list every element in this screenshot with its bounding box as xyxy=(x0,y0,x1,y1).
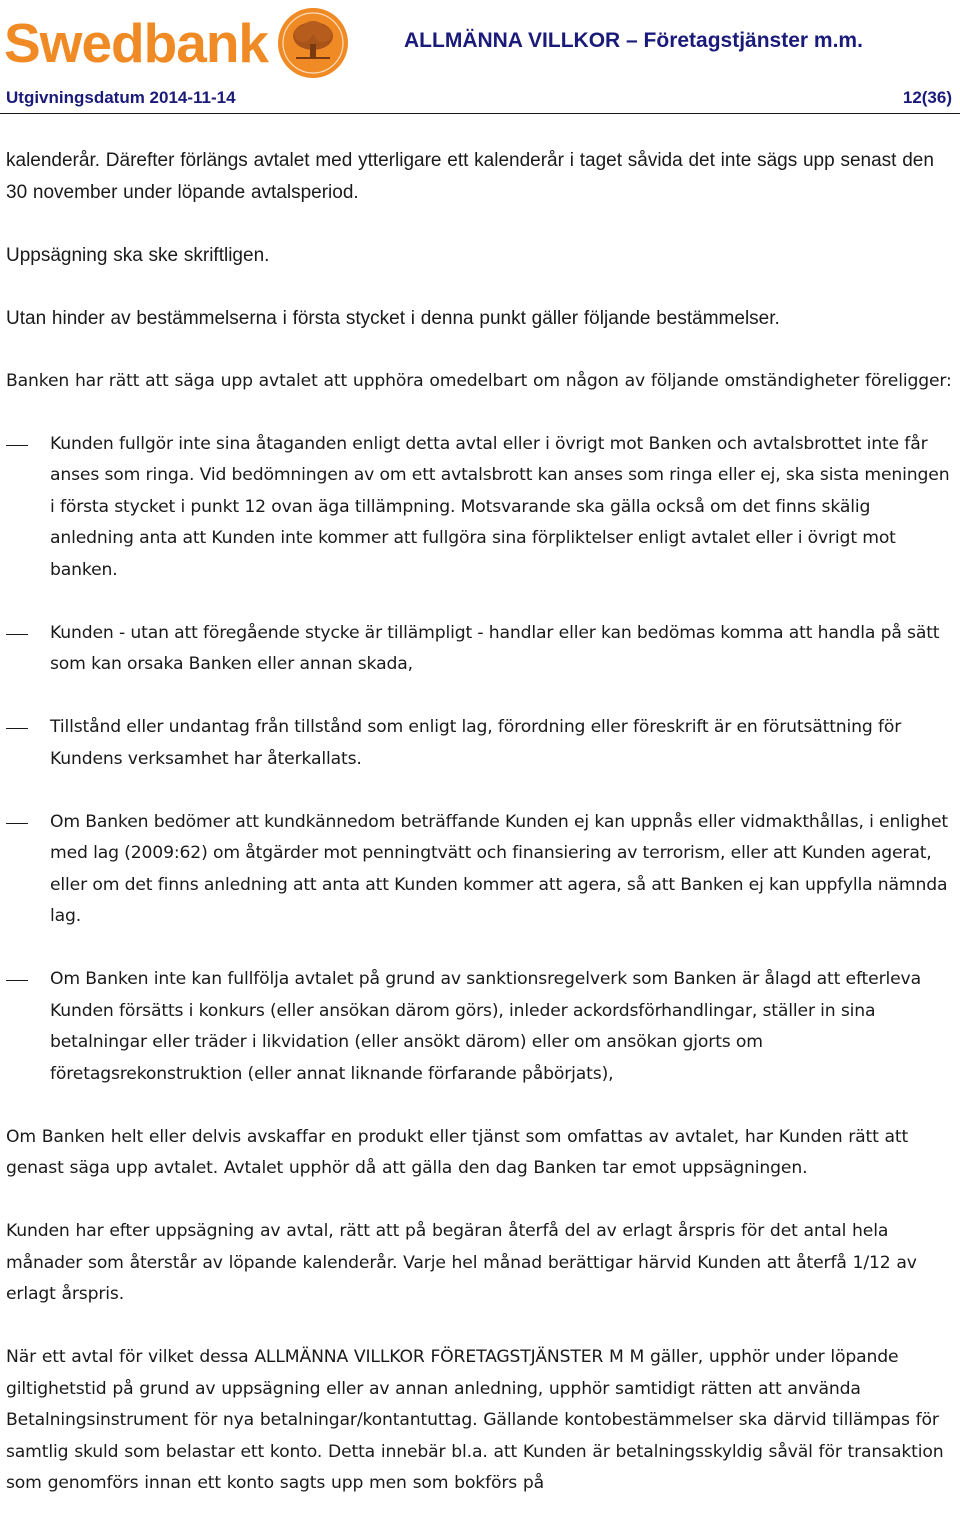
list-item-text: Kunden fullgör inte sina åtaganden enligt detta avtal eller i övrigt mot Banken och avtalsbrottet inte får anses som ringa. Vid bedömningen av om ett avtalsbrott kan anses som ringa eller ej, ska sista meningen i första stycket i punkt 12 ovan äga tillämpning. Motsvarande ska gälla också om det finns skälig anledning anta att Kunden inte kommer att fullgöra sina förpliktelser enligt avtalet eller i övrigt mot banken. xyxy=(50,433,950,580)
list-item xyxy=(6,429,956,587)
paragraph-annual-fee-refund: Kunden har efter uppsägning av avtal, rätt att på begäran återfå del av erlagt årspris för det antal hela månader som återstår av löpande kalenderår. Varje hel månad berättigar härvid Kunden att återfå 1/12 av erlagt årspris. xyxy=(6,1221,917,1304)
list-item-text: Om Banken inte kan fullfölja avtalet på grund av sanktionsregelverk som Banken är ålagd att efterleva Kunden försätts i konkurs (eller ansökan därom görs), inleder ackordsförhandlingar, ställer in sina betalningar eller träder i likvidation (eller ansökt därom) eller om ansökan gjorts om företagsrekonstruktion (eller annat liknande förfarande påbörjats), xyxy=(50,969,921,1084)
dash-bullet-icon xyxy=(6,823,28,824)
page-number: 12(36) xyxy=(902,88,952,107)
list-item-text: Kunden - utan att föregående stycke är tillämpligt - handlar eller kan bedömas komma att handla på sätt som kan orsaka Banken eller annan skada, xyxy=(50,622,940,674)
paragraph-termination-grounds: Banken har rätt att säga upp avtalet att upphöra omedelbart om någon av följande omständigheter föreligger: xyxy=(6,370,952,391)
paragraph-renewal: kalenderår. Därefter förlängs avtalet med ytterligare ett kalenderår i taget såvida det inte sägs upp senast den 30 november under löpande avtalsperiod. xyxy=(6,150,934,203)
dash-bullet-icon xyxy=(6,634,28,635)
header-divider xyxy=(0,113,960,114)
termination-grounds-list xyxy=(6,429,956,1091)
dash-bullet-icon xyxy=(6,445,28,446)
dash-bullet-icon xyxy=(6,728,28,729)
list-item xyxy=(6,618,956,681)
list-item-text: Om Banken bedömer att kundkännedom beträffande Kunden ej kan uppnås eller vidmakthållas, i enlighet med lag (2009:62) om åtgärder mot penningtvätt och finansiering av terrorism, eller att Kunden agerat, eller om det finns anledning att anta att Kunden kommer att agera, så att Banken ej kan uppfylla nämnda lag. xyxy=(50,811,948,926)
issue-date: Utgivningsdatum 2014-11-14 xyxy=(6,88,236,107)
document-title: ALLMÄNNA VILLKOR – Företagstjänster m.m. xyxy=(404,29,863,52)
oak-tree-seal-icon xyxy=(276,6,350,80)
list-item xyxy=(6,807,956,933)
list-item-text: Tillstånd eller undantag från tillstånd som enligt lag, förordning eller föreskrift är en förutsättning för Kundens verksamhet har återkallats. xyxy=(50,717,902,769)
list-item xyxy=(6,712,956,775)
list-item xyxy=(6,964,956,1090)
document-body xyxy=(6,145,956,1531)
swedbank-logo xyxy=(4,4,350,82)
logo-wordmark: Swedbank xyxy=(4,11,269,74)
paragraph-agreement-end: När ett avtal för vilket dessa ALLMÄNNA VILLKOR FÖRETAGSTJÄNSTER M M gäller, upphör under löpande giltighetstid på grund av uppsägning eller av annan anledning, upphör samtidigt rätten att använda Betalningsinstrument för nya betalningar/kontantuttag. Gällande kontobestämmelser ska därvid tillämpas för samtlig skuld som belastar ett konto. Detta innebär bl.a. att Kunden är betalningsskyldig såväl för transaktion som genomförs innan ett konto sagts upp men som bokförs på xyxy=(6,1347,944,1493)
paragraph-notwithstanding: Utan hinder av bestämmelserna i första stycket i denna punkt gäller följande bestämmelser. xyxy=(6,307,780,329)
page-header xyxy=(0,0,960,120)
paragraph-written-notice: Uppsägning ska ske skriftligen. xyxy=(6,244,270,266)
dash-bullet-icon xyxy=(6,980,28,981)
paragraph-product-discontinued: Om Banken helt eller delvis avskaffar en produkt eller tjänst som omfattas av avtalet, har Kunden rätt att genast säga upp avtalet. Avtalet upphör då att gälla den dag Banken tar emot uppsägningen. xyxy=(6,1126,909,1178)
